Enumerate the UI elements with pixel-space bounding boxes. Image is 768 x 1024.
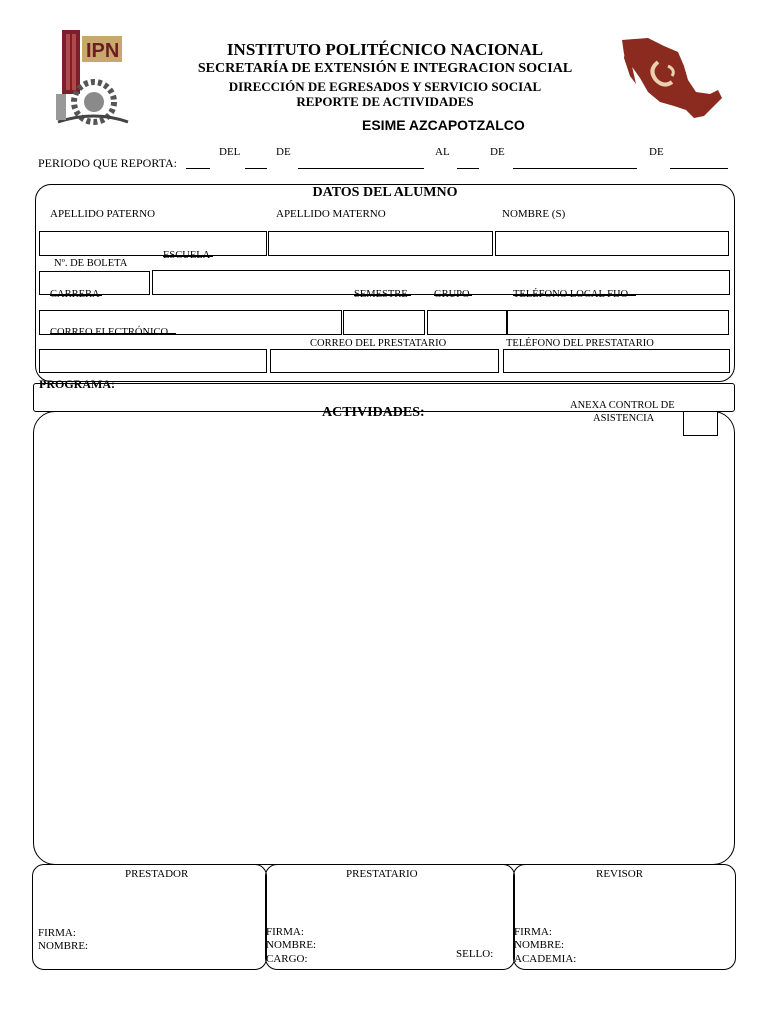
telefono-local-strike (513, 295, 636, 296)
prestatario-cargo-label: CARGO: (266, 953, 308, 965)
nombre-label: NOMBRE (S) (502, 208, 566, 220)
correo-prestatario-field[interactable] (270, 349, 499, 373)
revisor-title: REVISOR (596, 868, 644, 880)
report-title: REPORTE DE ACTIVIDADES (296, 94, 474, 109)
period-de3-label: DE (649, 146, 664, 158)
grupo-strike (434, 295, 472, 296)
carrera-strike (50, 295, 102, 296)
escuela-label: ESCUELA (163, 250, 211, 261)
boleta-label: Nº. DE BOLETA (54, 258, 128, 269)
apellido-paterno-field[interactable] (39, 231, 267, 256)
period-al-label: AL (435, 146, 450, 158)
activities-area[interactable] (33, 411, 735, 865)
telefono-prestatario-field[interactable] (503, 349, 730, 373)
telefono-local-label: TELÉFONO LOCAL FIJO (513, 289, 629, 300)
prestador-firma-label: FIRMA: (38, 927, 76, 939)
telefono-local-field[interactable] (507, 310, 729, 335)
prestatario-title: PRESTATARIO (346, 868, 418, 880)
telefono-prestatario-label: TELÉFONO DEL PRESTATARIO (506, 338, 654, 349)
institute-title: INSTITUTO POLITÉCNICO NACIONAL (226, 40, 544, 59)
revisor-firma-label: FIRMA: (514, 926, 552, 938)
school-unit-title: ESIME AZCAPOTZALCO (362, 117, 525, 133)
apellido-materno-label: APELLIDO MATERNO (276, 208, 386, 220)
period-de2-label: DE (490, 146, 505, 158)
prestatario-nombre-label: NOMBRE: (266, 939, 317, 951)
grupo-label: GRUPO (434, 289, 470, 300)
revisor-academia-label: ACADEMIA: (514, 953, 577, 965)
period-month-from-line[interactable] (245, 168, 267, 169)
period-month-to-line[interactable] (513, 168, 637, 169)
activities-title: ACTIVIDADES: (322, 405, 425, 420)
grupo-field[interactable] (427, 310, 507, 335)
semestre-label: SEMESTRE (354, 289, 408, 300)
period-day-to-line[interactable] (457, 168, 479, 169)
period-de1-label: DE (276, 146, 291, 158)
ipn-logo (52, 24, 132, 128)
anexa-label-line2: ASISTENCIA (593, 413, 655, 424)
escuela-strike (163, 256, 213, 257)
apellido-paterno-label: APELLIDO PATERNO (50, 208, 156, 220)
anexa-checkbox[interactable] (683, 411, 718, 436)
period-del-label: DEL (219, 146, 241, 158)
program-label: PROGRAMA: (39, 377, 115, 391)
mexico-map-logo (618, 36, 726, 124)
correo-label: CORREO ELECTRÓNICO (50, 327, 169, 338)
prestatario-sello-label: SELLO: (456, 948, 494, 960)
correo-prestatario-label: CORREO DEL PRESTATARIO (310, 338, 447, 349)
student-section-title: DATOS DEL ALUMNO (312, 185, 458, 200)
semestre-field[interactable] (343, 310, 425, 335)
revisor-nombre-label: NOMBRE: (514, 939, 565, 951)
period-day-from-line[interactable] (186, 168, 210, 169)
carrera-label: CARRERA (50, 289, 100, 300)
direction-title: DIRECCIÓN DE EGRESADOS Y SERVICIO SOCIAL (228, 79, 542, 94)
nombre-field[interactable] (495, 231, 729, 256)
prestador-title: PRESTADOR (125, 868, 189, 880)
anexa-label-line1: ANEXA CONTROL DE (570, 400, 675, 411)
prestatario-firma-label: FIRMA: (266, 926, 304, 938)
svg-text:IPN: IPN (86, 40, 120, 62)
correo-field[interactable] (39, 349, 267, 373)
apellido-materno-field[interactable] (268, 231, 493, 256)
prestador-nombre-label: NOMBRE: (38, 940, 89, 952)
period-year-to-line[interactable] (670, 168, 728, 169)
period-label: PERIODO QUE REPORTA: (38, 156, 177, 170)
secretariat-title: SECRETARÍA DE EXTENSIÓN E INTEGRACION SOCIAL (197, 61, 573, 76)
period-year-from-line[interactable] (298, 168, 424, 169)
semestre-strike (354, 295, 411, 296)
correo-strike (50, 333, 176, 334)
